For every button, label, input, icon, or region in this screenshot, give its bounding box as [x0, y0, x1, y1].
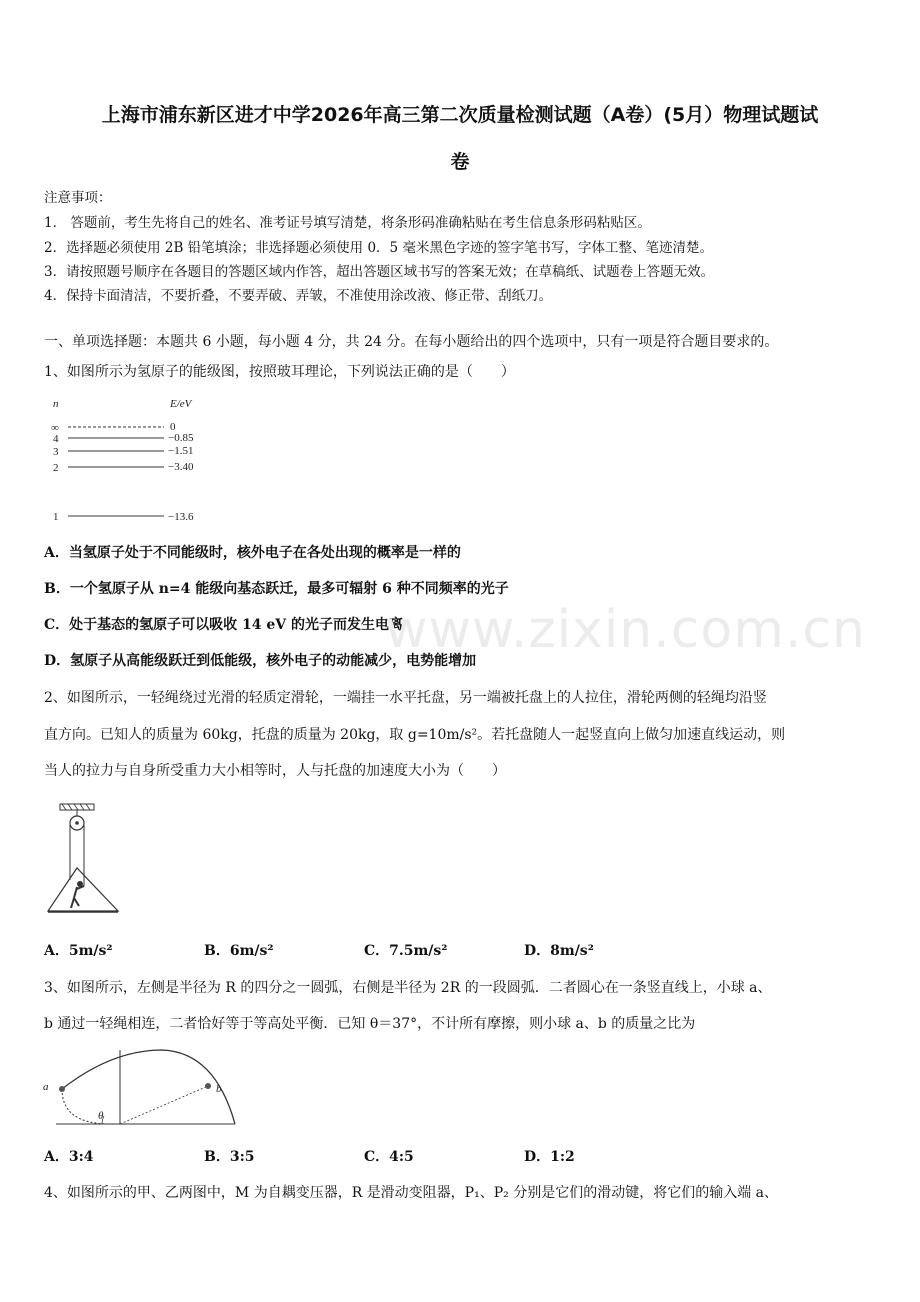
q2-stem-line-3: 当人的拉力与自身所受重力大小相等时，人与托盘的加速度大小为（ ） [44, 763, 506, 779]
q3-stem-line-1: 3、如图所示，左侧是半径为 R 的四分之一圆弧，右侧是半径为 2R 的一段圆弧．二者圆心在一条竖直线上，小球 a、 [44, 980, 772, 996]
q1-option-a: A．当氢原子处于不同能级时，核外电子在各处出现的概率是一样的 [44, 545, 461, 561]
level-infinity-n: ∞ [51, 422, 59, 434]
watermark: www.zixin.com.cn [385, 600, 866, 660]
label-a: a [43, 1081, 49, 1093]
ball-b [205, 1083, 211, 1089]
notice-item-4: 4．保持卡面清洁，不要折叠，不要弄破、弄皱，不准使用涂改液、修正带、刮纸刀。 [44, 288, 553, 304]
pulley-tray-diagram [44, 800, 124, 918]
level-4-energy: −0.85 [168, 432, 194, 444]
level-2-energy: −3.40 [168, 461, 194, 473]
q2-option-c: C．7.5m/s² [364, 943, 448, 959]
exam-title: 上海市浦东新区进才中学2026年高三第二次质量检测试题（A卷）(5月）物理试题试 [101, 104, 819, 126]
exam-title-continued: 卷 [450, 151, 470, 173]
ball-a [59, 1086, 65, 1092]
notice-item-3: 3．请按照题号顺序在各题目的答题区域内作答，超出答题区域书写的答案无效；在草稿纸、试题卷上答题无效。 [44, 264, 715, 280]
energy-axis-label: E/eV [170, 398, 192, 410]
level-4-n: 4 [53, 433, 59, 445]
q2-option-d: D．8m/s² [524, 943, 594, 959]
level-1-energy: −13.6 [168, 511, 194, 523]
level-2-n: 2 [53, 462, 59, 474]
notice-heading: 注意事项： [44, 190, 112, 206]
two-arc-diagram [40, 1040, 240, 1130]
q2-option-b: B．6m/s² [204, 943, 274, 959]
n-axis-label: n [53, 398, 59, 410]
q3-option-c: C．4:5 [364, 1149, 414, 1165]
radius-line [120, 1086, 208, 1124]
energy-level-diagram [44, 392, 214, 527]
tray-triangle [48, 868, 118, 911]
q1-stem: 1、如图所示为氢原子的能级图，按照玻耳理论，下列说法正确的是（ ） [44, 364, 515, 380]
q3-option-b: B．3:5 [204, 1149, 255, 1165]
q1-option-b: B．一个氢原子从 n=4 能级向基态跃迁，最多可辐射 6 种不同频率的光子 [44, 581, 509, 597]
label-theta: θ [98, 1110, 104, 1122]
label-b: b [216, 1083, 222, 1095]
q2-stem-line-1: 2、如图所示，一轻绳绕过光滑的轻质定滑轮，一端挂一水平托盘，另一端被托盘上的人拉住，滑轮两侧的轻绳均沿竖 [44, 690, 767, 706]
q1-option-d: D．氢原子从高能级跃迁到低能级，核外电子的动能减少，电势能增加 [44, 653, 477, 669]
q2-option-a: A．5m/s² [44, 943, 113, 959]
q3-option-a: A．3:4 [44, 1149, 94, 1165]
notice-item-2: 2．选择题必须使用 2B 铅笔填涂；非选择题必须使用 0．5 毫米黑色字迹的签字笔书写，字体工整、笔迹清楚。 [44, 240, 713, 256]
q2-stem-line-2: 直方向。已知人的质量为 60kg，托盘的质量为 20kg，取 g=10m/s²。若托盘随人一起竖直向上做匀加速直线运动，则 [44, 727, 786, 743]
level-1-n: 1 [53, 511, 59, 523]
q3-stem-line-2: b 通过一轻绳相连，二者恰好等于等高处平衡．已知 θ＝37°，不计所有摩擦，则小球 a、b 的质量之比为 [44, 1016, 696, 1032]
person-body [71, 886, 84, 908]
level-infinity-energy: 0 [170, 421, 176, 433]
section-heading: 一、单项选择题：本题共 6 小题，每小题 4 分，共 24 分。在每小题给出的四个选项中，只有一项是符合题目要求的。 [44, 334, 779, 350]
q4-stem: 4、如图所示的甲、乙两图中，M 为自耦变压器，R 是滑动变阻器，P₁、P₂ 分别是它们的滑动键，将它们的输入端 a、 [44, 1185, 778, 1201]
q3-option-d: D．1:2 [524, 1149, 575, 1165]
level-3-energy: −1.51 [168, 445, 194, 457]
level-3-n: 3 [53, 446, 59, 458]
q1-option-c: C．处于基态的氢原子可以吸收 14 eV 的光子而发生电离 [44, 617, 404, 633]
notice-item-1: 1． 答题前，考生先将自己的姓名、准考证号填写清楚，将条形码准确粘贴在考生信息条形码粘贴区。 [44, 215, 651, 231]
